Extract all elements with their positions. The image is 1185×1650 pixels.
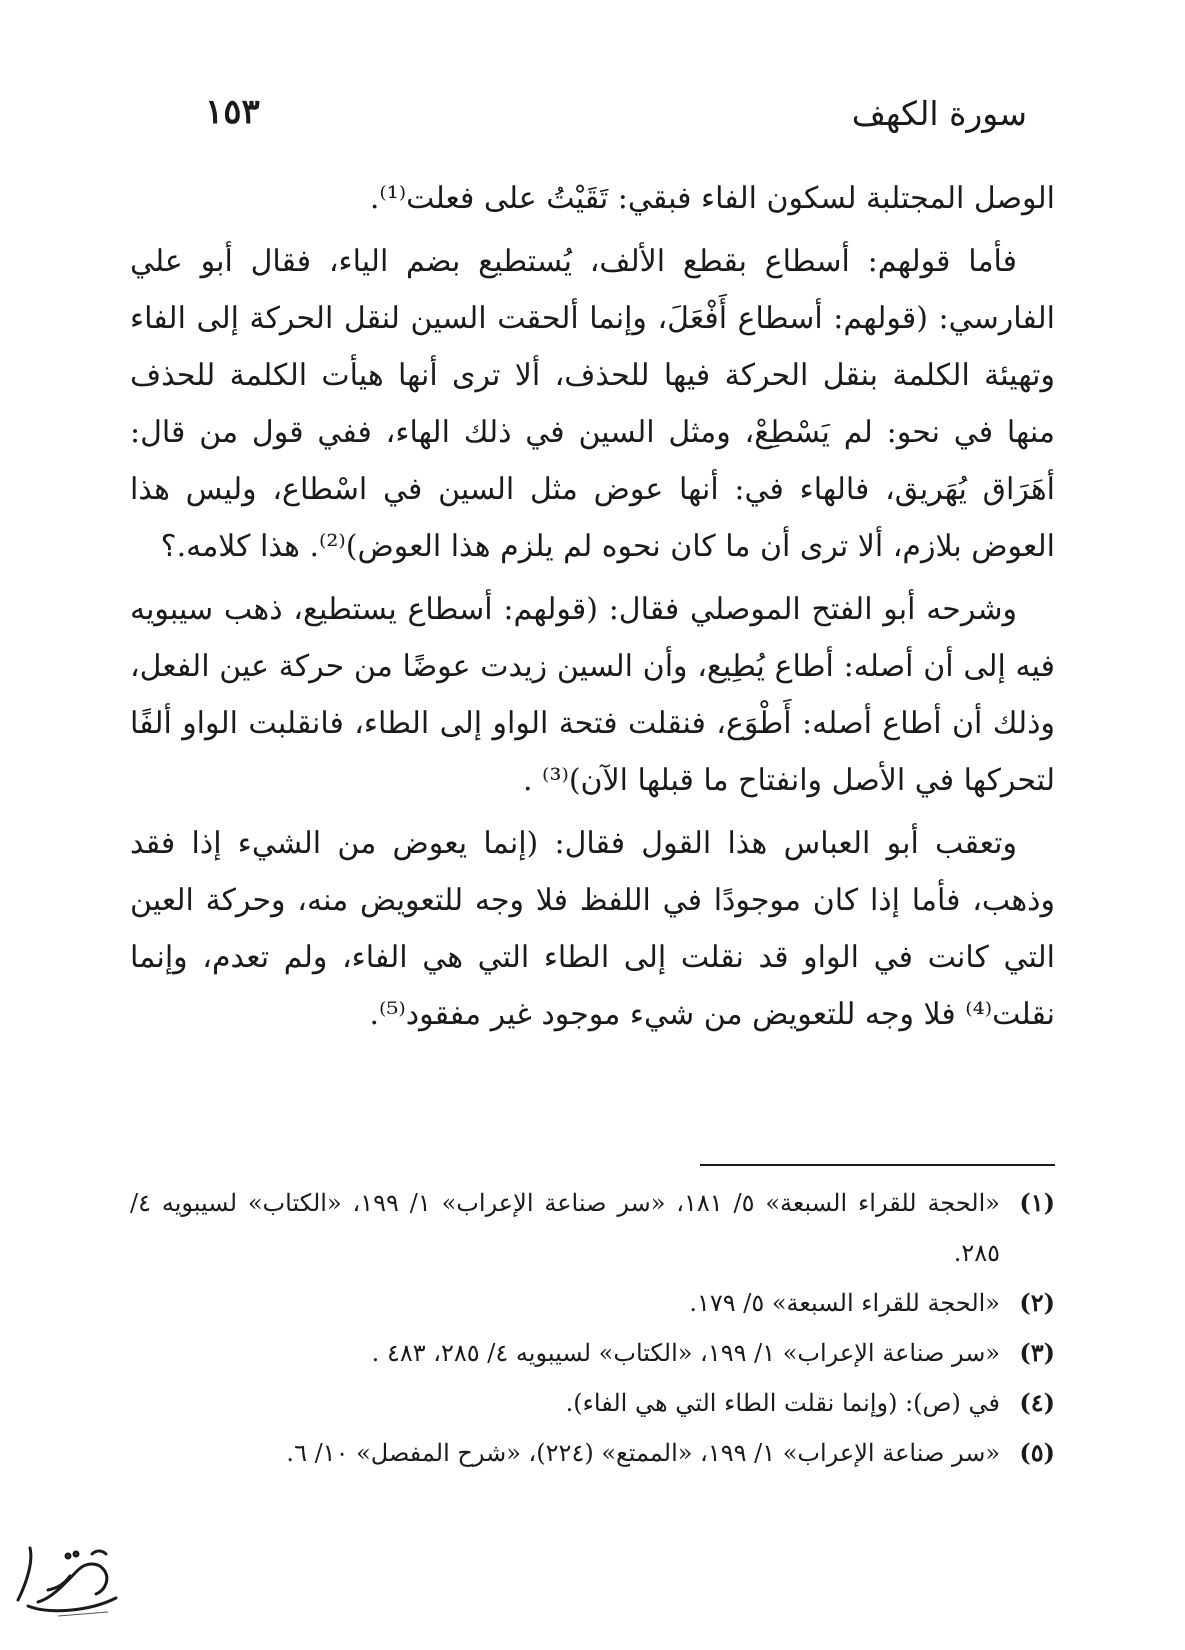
- calligraphy-logo-icon: [8, 1540, 126, 1620]
- footnote: [130, 1428, 1055, 1478]
- footnote-number: (٤): [1019, 1388, 1055, 1417]
- footnote-number: (١): [1019, 1188, 1055, 1217]
- footnote: [130, 1278, 1055, 1328]
- footnote-text: «سر صناعة الإعراب» ١/ ١٩٩، «الممتع» (٢٢٤)، «شرح المفصل» ١٠/ ٦.: [286, 1439, 1000, 1467]
- footnote: [130, 1178, 1055, 1278]
- footnote-number: (٢): [1019, 1288, 1055, 1317]
- footnote-number: (٣): [1019, 1338, 1055, 1367]
- footnote-number: (٥): [1019, 1438, 1055, 1467]
- footnote-divider: [700, 1164, 1055, 1166]
- paragraph-3: وشرحه أبو الفتح الموصلي فقال: (قولهم: أسطاع يستطيع، ذهب سيبويه فيه إلى أن أصله: أطاع يُطِيع، وأن السين زيدت عوضًا من حركة عين الفعل، وذلك أن أطاع أصله: أَطْوَع، فنقلت فتحة الواو إلى الطاء، فانقلبت الواو ألفًا لتحركها في الأصل وانفتاح ما قبلها الآن)⁽³⁾ .: [130, 592, 1055, 798]
- footnote: [130, 1328, 1055, 1378]
- page-number: ١٥٣: [205, 92, 260, 132]
- paragraph-2: فأما قولهم: أسطاع بقطع الألف، يُستطيع بضم الياء، فقال أبو علي الفارسي: (قولهم: أسطاع أَفْعَلَ، وإنما ألحقت السين لنقل الحركة إلى الفاء وتهيئة الكلمة بنقل الحركة فيها للحذف، ألا ترى أنها هيأت الكلمة للحذف منها في نحو: لم يَسْطِعْ، ومثل السين في ذلك الهاء، ففي قول من قال: أهَرَاق يُهَريق، فالهاء في: أنها عوض مثل السين في اسْطاع، وليس هذا العوض بلازم، ألا ترى أن ما كان نحوه لم يلزم هذا العوض)⁽²⁾. هذا كلامه.؟: [130, 244, 1055, 564]
- footnote-text: «الحجة للقراء السبعة» ٥/ ١٧٩.: [689, 1289, 1000, 1317]
- footnote-text: في (ص): (وإنما نقلت الطاء التي هي الفاء).: [565, 1389, 1000, 1417]
- footnote-text: «سر صناعة الإعراب» ١/ ١٩٩، «الكتاب» لسيبويه ٤/ ٢٨٥، ٤٨٣ .: [371, 1339, 1000, 1367]
- footnotes: [130, 1178, 1055, 1478]
- main-text: [130, 170, 1055, 1049]
- paragraph-1: الوصل المجتلبة لسكون الفاء فبقي: تَقَيْتُ على فعلت⁽¹⁾.: [369, 181, 1055, 216]
- footnote-text: «الحجة للقراء السبعة» ٥/ ١٨١، «سر صناعة الإعراب» ١/ ١٩٩، «الكتاب» لسيبويه ٤/ ٢٨٥.: [130, 1189, 1000, 1267]
- footnote: [130, 1378, 1055, 1428]
- paragraph-4: وتعقب أبو العباس هذا القول فقال: (إنما يعوض من الشيء إذا فقد وذهب، فأما إذا كان موجودًا في اللفظ فلا وجه للتعويض منه، وحركة العين التي كانت في الواو قد نقلت إلى الطاء التي هي الفاء، ولم تعدم، وإنما نقلت⁽⁴⁾ فلا وجه للتعويض من شيء موجود غير مفقود⁽⁵⁾.: [130, 826, 1055, 1032]
- surah-title: سورة الكهف: [851, 94, 1027, 133]
